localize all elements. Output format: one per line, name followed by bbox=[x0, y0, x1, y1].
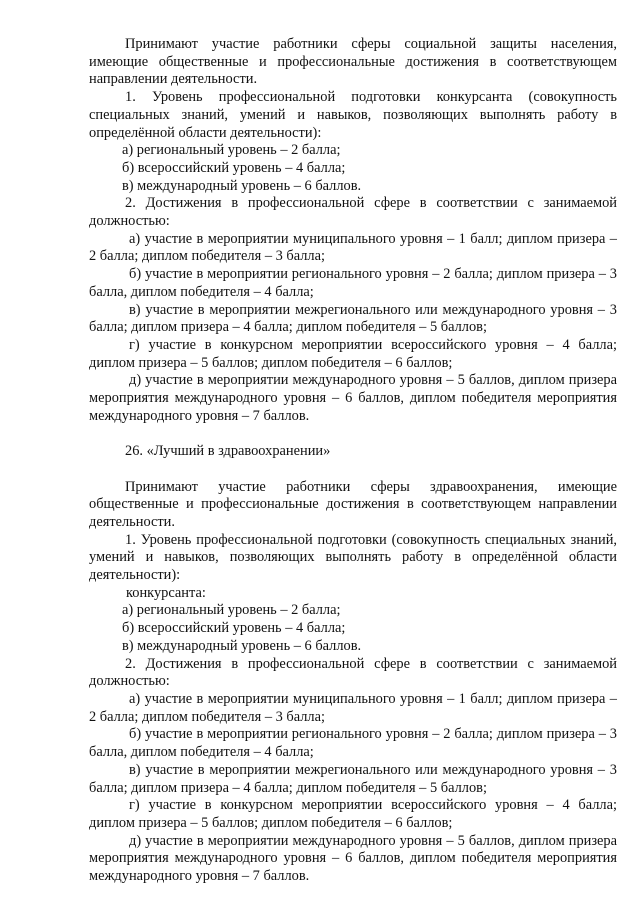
section-spacer bbox=[89, 425, 617, 443]
intro-paragraph: Принимают участие работники сферы здравоохранения, имеющие общественные и профессиональные достижения в соответствующем направлении деятельности. bbox=[89, 478, 617, 530]
criterion-1-continuation: конкурсанта: bbox=[126, 584, 206, 601]
criterion-2-item-d: г) участие в конкурсном мероприятии всероссийского уровня – 4 балла; диплом призера – 5 баллов; диплом победителя – 6 баллов; bbox=[89, 336, 617, 371]
criterion-2-item-e: д) участие в мероприятии международного уровня – 5 баллов, диплом призера мероприятия международного уровня – 6 баллов, диплом победителя мероприятия международного уровня – 7 баллов. bbox=[89, 372, 617, 424]
criterion-1-item-c: в) международный уровень – 6 баллов. bbox=[122, 637, 362, 654]
healthcare-section bbox=[89, 479, 617, 886]
criterion-2-item-b: б) участие в мероприятии регионального уровня – 2 балла; диплом призера – 3 балла, диплом победителя – 4 балла; bbox=[89, 726, 617, 761]
criterion-2-paragraph: 2. Достижения в профессиональной сфере в соответствии с занимаемой должностью: bbox=[89, 195, 617, 230]
criterion-1-item-c: в) международный уровень – 6 баллов. bbox=[122, 177, 362, 194]
criterion-2-paragraph: 2. Достижения в профессиональной сфере в соответствии с занимаемой должностью: bbox=[89, 655, 617, 690]
criterion-1-item-a: а) региональный уровень – 2 балла; bbox=[122, 602, 341, 619]
section-title: 26. «Лучший в здравоохранении» bbox=[125, 443, 331, 460]
criterion-2-item-e: д) участие в мероприятии международного уровня – 5 баллов, диплом призера мероприятия международного уровня – 6 баллов, диплом победителя мероприятия международного уровня – 7 баллов. bbox=[89, 832, 617, 885]
criterion-1-paragraph: 1. Уровень профессиональной подготовки (совокупность специальных знаний, умений и навыков, позволяющих выполнять работу в определённой области деятельности): bbox=[89, 531, 617, 584]
social-protection-section bbox=[89, 36, 617, 425]
criterion-2-item-d: г) участие в конкурсном мероприятии всероссийского уровня – 4 балла; диплом призера – 5 баллов; диплом победителя – 6 баллов; bbox=[89, 797, 617, 831]
criterion-1-paragraph: 1. Уровень профессиональной подготовки конкурсанта (совокупность специальных знаний, умений и навыков, позволяющих выполнять работу в определённой области деятельности): bbox=[89, 89, 617, 141]
criterion-1-item-a: а) региональный уровень – 2 балла; bbox=[122, 142, 341, 159]
section-spacer bbox=[89, 461, 617, 479]
criterion-2-item-c: в) участие в мероприятии межрегионального или международного уровня – 3 балла; диплом призера – 4 балла; диплом победителя – 5 баллов; bbox=[89, 301, 617, 336]
intro-paragraph: Принимают участие работники сферы социальной защиты населения, имеющие общественные и профессиональные достижения в соответствующем направлении деятельности. bbox=[89, 36, 617, 88]
criterion-2-item-b: б) участие в мероприятии регионального уровня – 2 балла; диплом призера – 3 балла, диплом победителя – 4 балла; bbox=[89, 266, 617, 300]
criterion-2-item-a: а) участие в мероприятии муниципального уровня – 1 балл; диплом призера – 2 балла; диплом победителя – 3 балла; bbox=[89, 230, 617, 265]
criterion-2-item-a: а) участие в мероприятии муниципального уровня – 1 балл; диплом призера – 2 балла; диплом победителя – 3 балла; bbox=[89, 690, 617, 725]
criterion-1-item-b: б) всероссийский уровень – 4 балла; bbox=[122, 159, 346, 176]
document-page bbox=[89, 36, 617, 886]
criterion-2-item-c: в) участие в мероприятии межрегионального или международного уровня – 3 балла; диплом призера – 4 балла; диплом победителя – 5 баллов; bbox=[89, 761, 617, 796]
criterion-1-item-b: б) всероссийский уровень – 4 балла; bbox=[122, 620, 346, 637]
